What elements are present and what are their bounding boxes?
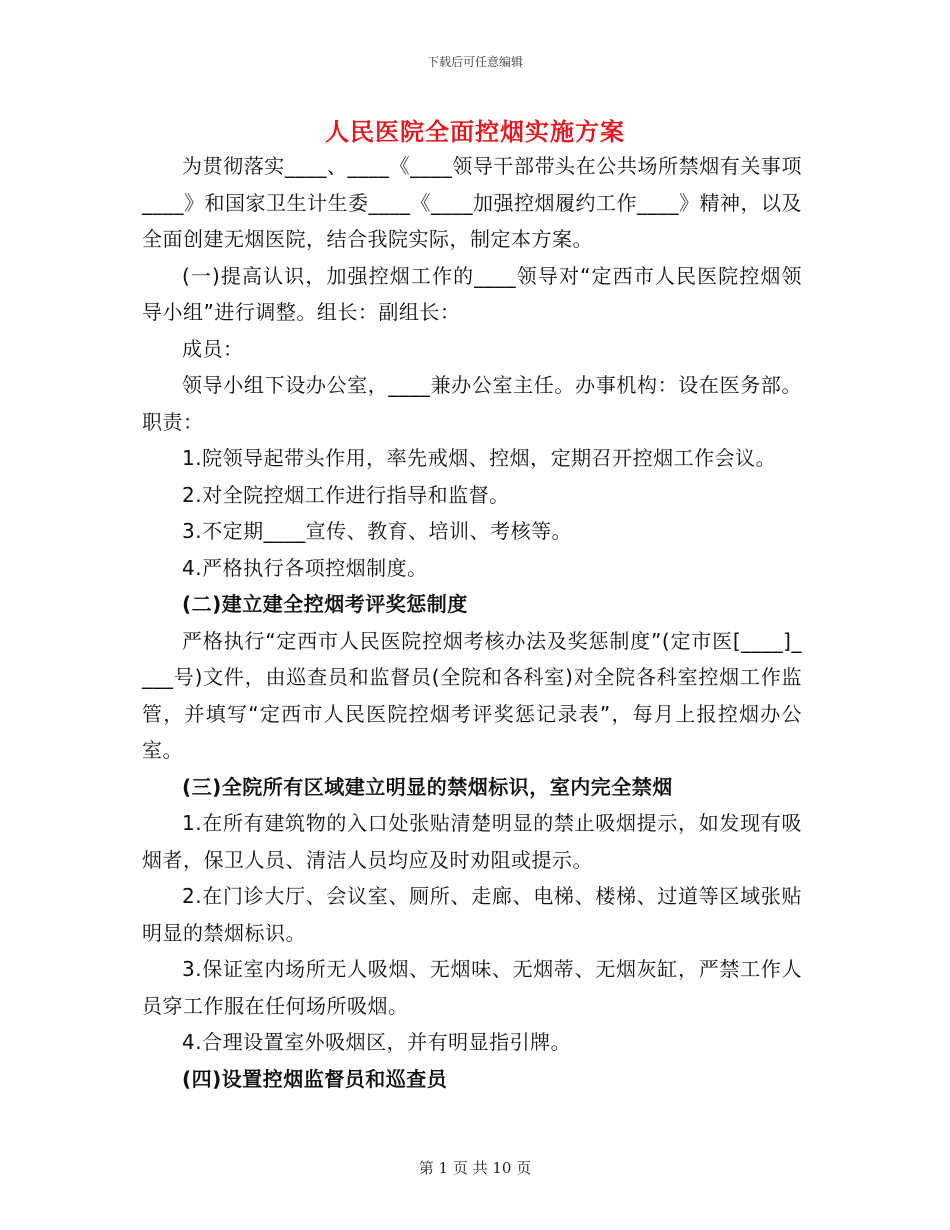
members-line: 成员：: [182, 336, 244, 361]
intro-paragraph: 为贯彻落实____、____《____领导干部带头在公共场所禁烟有关事项____》和国家卫生计生委____《____加强控烟履约工作____》精神，以及全面创建无烟医院，结合我院实际，制定本方案。: [142, 154, 802, 251]
section-1-paragraph: (一)提高认识，加强控烟工作的____领导对“定西市人民医院控烟领导小组”进行调整。组长：副组长：: [142, 263, 802, 324]
page-number: 第 1 页 共 10 页: [418, 1159, 532, 1177]
office-paragraph: 领导小组下设办公室，____兼办公室主任。办事机构：设在医务部。职责：: [142, 373, 802, 434]
document-title: 人民医院全面控烟实施方案: [325, 118, 625, 146]
section-3-heading: (三)全院所有区域建立明显的禁烟标识，室内完全禁烟: [182, 774, 673, 799]
section-2-heading: (二)建立建全控烟考评奖惩制度: [182, 592, 468, 616]
section-2-paragraph: 严格执行“定西市人民医院控烟考核办法及奖惩制度”(定市医[____]____号)文件，由巡查员和监督员(全院和各科室)对全院各科室控烟工作监管，并填写“定西市人民医院控烟考评奖惩记录表”，每月上报控烟办公室。: [142, 628, 802, 762]
duty-item-2: 2.对全院控烟工作进行指导和监督。: [182, 482, 510, 507]
duty-item-4: 4.严格执行各项控烟制度。: [182, 555, 428, 580]
section-3-item-4: 4.合理设置室外吸烟区，并有明显指引牌。: [182, 1030, 572, 1054]
section-3-item-2: 2.在门诊大厅、会议室、厕所、走廊、电梯、楼梯、过道等区域张贴明显的禁烟标识。: [142, 884, 802, 945]
section-3-item-1: 1.在所有建筑物的入口处张贴清楚明显的禁止吸烟提示，如发现有吸烟者，保卫人员、清洁人员均应及时劝阻或提示。: [142, 811, 802, 872]
section-4-heading: (四)设置控烟监督员和巡查员: [182, 1066, 448, 1091]
duty-item-1: 1.院领导起带头作用，率先戒烟、控烟，定期召开控烟工作会议。: [182, 446, 777, 470]
page-header-note: 下载后可任意编辑: [426, 55, 523, 69]
document-body: [142, 148, 802, 1097]
duty-item-3: 3.不定期____宣传、教育、培训、考核等。: [182, 519, 573, 543]
section-3-item-3: 3.保证室内场所无人吸烟、无烟味、无烟蒂、无烟灰缸，严禁工作人员穿工作服在任何场所吸烟。: [142, 957, 802, 1018]
